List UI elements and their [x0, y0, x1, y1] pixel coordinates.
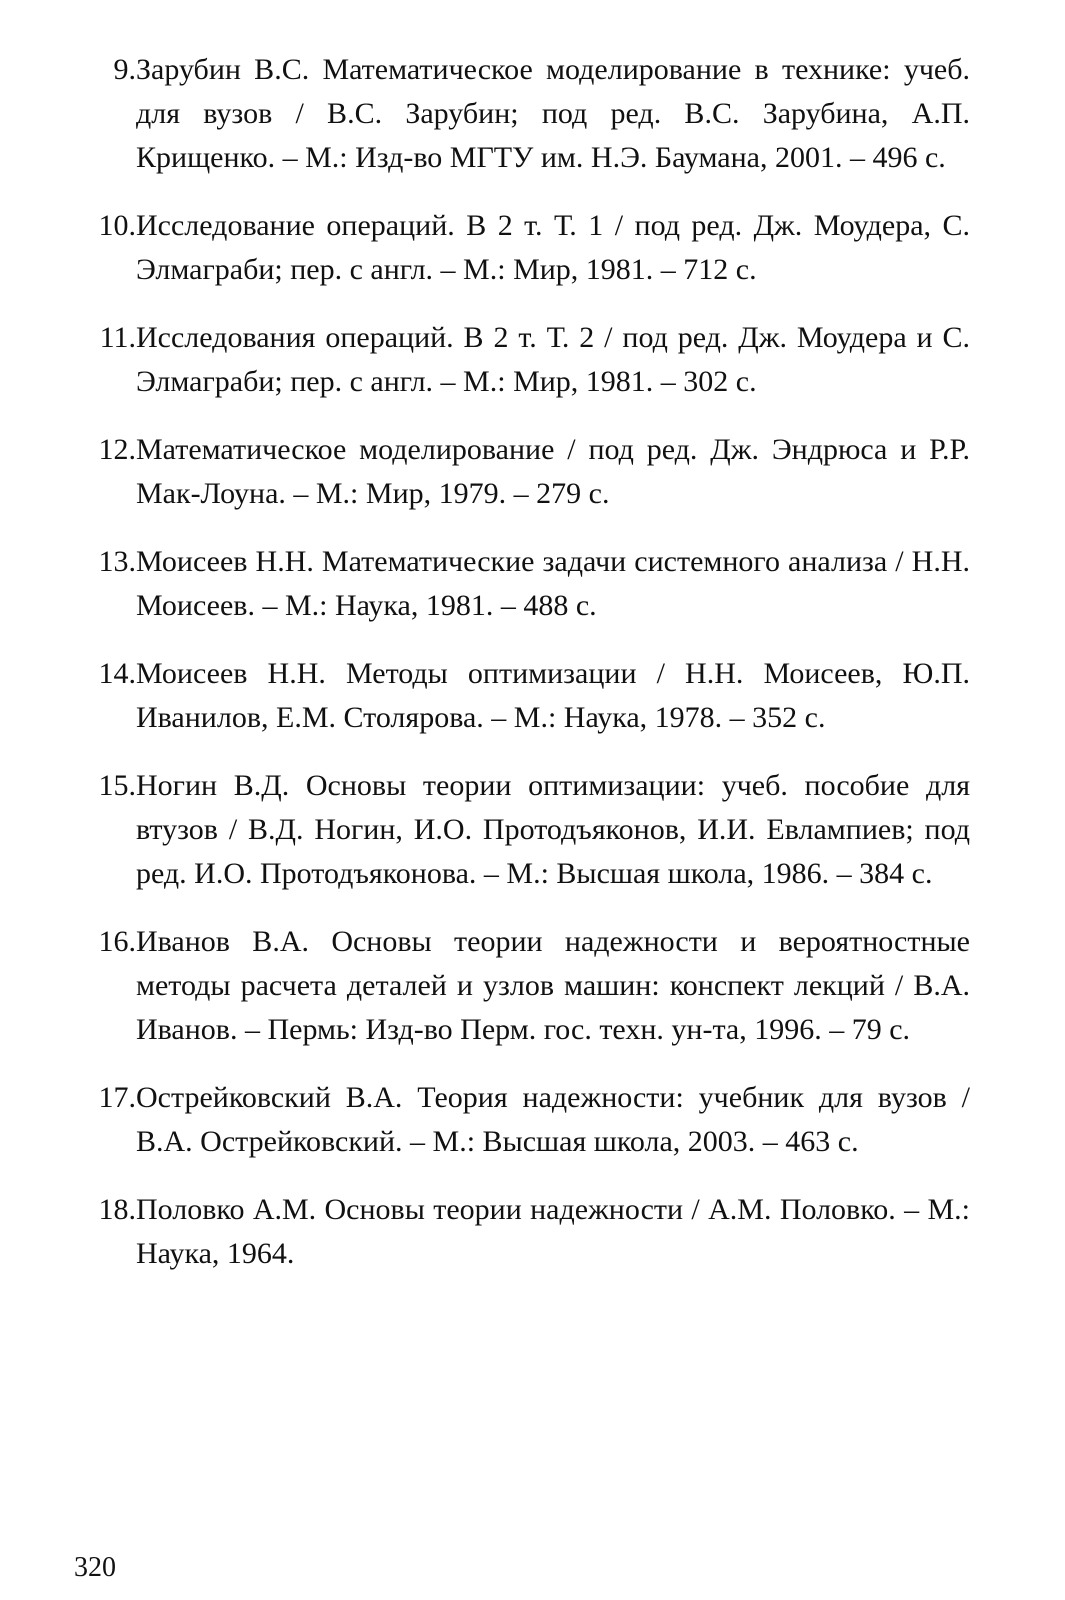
reference-item: [78, 428, 970, 516]
reference-number: 13.: [98, 545, 136, 578]
reference-number-cell: [78, 204, 136, 248]
reference-item: [78, 540, 970, 628]
reference-number: 12.: [98, 433, 136, 466]
reference-text: Моисеев Н.Н. Математические задачи системного анализа / Н.Н. Моисеев. – М.: Наука, 1981. – 488 с.: [136, 545, 970, 622]
reference-number-cell: [78, 48, 136, 92]
reference-number-cell: [78, 540, 136, 584]
reference-number: 14.: [98, 657, 136, 690]
reference-number: 17.: [98, 1081, 136, 1114]
reference-text: Моисеев Н.Н. Методы оптимизации / Н.Н. Моисеев, Ю.П. Иванилов, Е.М. Столярова. – М.: Наука, 1978. – 352 с.: [136, 657, 970, 734]
reference-number-cell: [78, 1188, 136, 1232]
reference-number-cell: [78, 1076, 136, 1120]
reference-number-cell: [78, 652, 136, 696]
reference-item: [78, 1076, 970, 1164]
page-number: 320: [74, 1552, 116, 1583]
reference-text: Зарубин В.С. Математическое моделирование в технике: учеб. для вузов / В.С. Зарубин; под ред. В.С. Зарубина, А.П. Крищенко. – М.: Изд-во МГТУ им. Н.Э. Баумана, 2001. – 496 с.: [136, 53, 970, 174]
reference-item: [78, 920, 970, 1052]
reference-number: 18.: [98, 1193, 136, 1226]
reference-text: Исследование операций. В 2 т. Т. 1 / под ред. Дж. Моудера, С. Элмаграби; пер. с англ. – М.: Мир, 1981. – 712 с.: [136, 209, 970, 286]
reference-number-cell: [78, 764, 136, 808]
reference-number-cell: [78, 920, 136, 964]
reference-number: 16.: [98, 925, 136, 958]
reference-number: 11.: [99, 321, 136, 354]
reference-number: 15.: [98, 769, 136, 802]
reference-number: 10.: [98, 209, 136, 242]
reference-item: [78, 316, 970, 404]
reference-item: [78, 764, 970, 896]
reference-text: Исследования операций. В 2 т. Т. 2 / под ред. Дж. Моудера и С. Элмаграби; пер. с англ. – М.: Мир, 1981. – 302 с.: [136, 321, 970, 398]
reference-number: 9.: [113, 53, 136, 86]
reference-number-cell: [78, 316, 136, 360]
reference-item: [78, 1188, 970, 1276]
reference-list: [78, 48, 970, 1300]
reference-item: [78, 204, 970, 292]
reference-text: Иванов В.А. Основы теории надежности и вероятностные методы расчета деталей и узлов машин: конспект лекций / В.А. Иванов. – Пермь: Изд-во Перм. гос. техн. ун-та, 1996. – 79 с.: [136, 925, 970, 1046]
reference-text: Математическое моделирование / под ред. Дж. Эндрюса и Р.Р. Мак-Лоуна. – М.: Мир, 1979. – 279 с.: [136, 433, 970, 510]
reference-number-cell: [78, 428, 136, 472]
reference-item: [78, 48, 970, 180]
reference-text: Ногин В.Д. Основы теории оптимизации: учеб. пособие для втузов / В.Д. Ногин, И.О. Протодъяконов, И.И. Евлампиев; под ред. И.О. Протодъяконова. – М.: Высшая школа, 1986. – 384 с.: [136, 769, 970, 890]
reference-text: Половко А.М. Основы теории надежности / А.М. Половко. – М.: Наука, 1964.: [136, 1193, 970, 1270]
reference-item: [78, 652, 970, 740]
reference-text: Острейковский В.А. Теория надежности: учебник для вузов / В.А. Острейковский. – М.: Высшая школа, 2003. – 463 с.: [136, 1081, 970, 1158]
